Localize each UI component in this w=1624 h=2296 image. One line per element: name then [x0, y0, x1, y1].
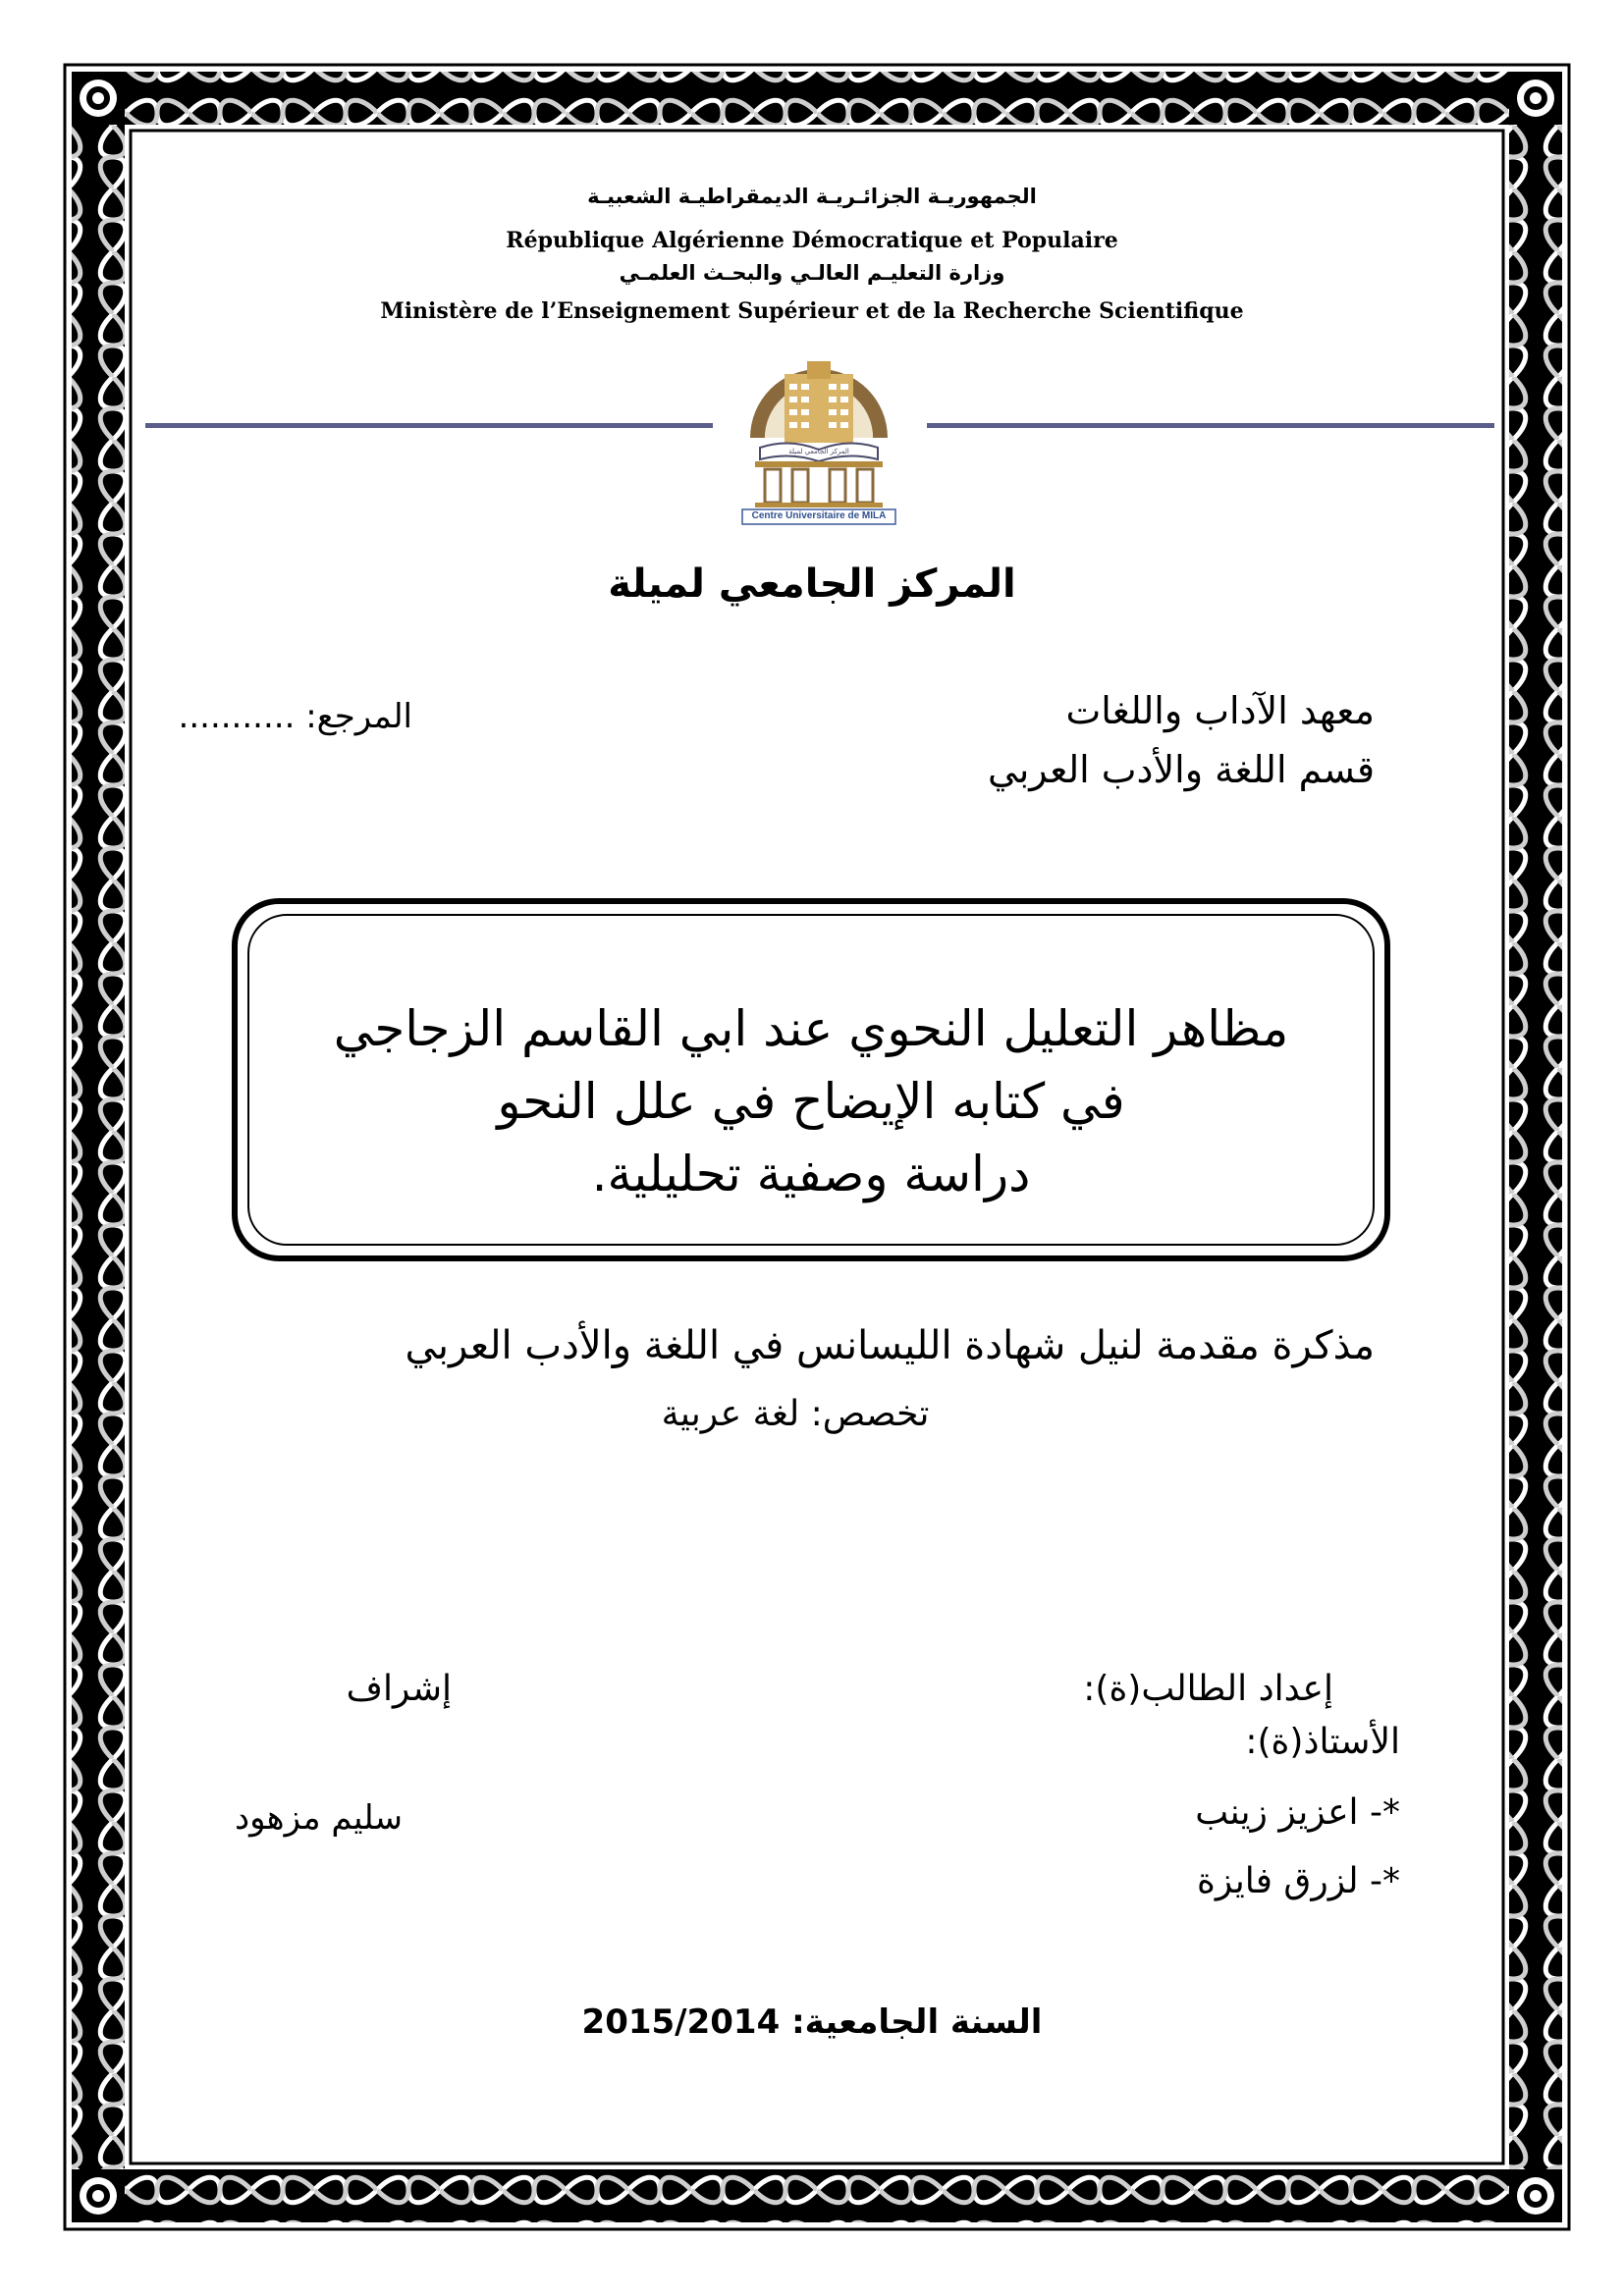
center-name: المركز الجامعي لميلة — [608, 561, 1016, 607]
republic-arabic: الجمهوريـة الجزائـريـة الديمقراطيـة الشعبيـة — [587, 185, 1037, 208]
supervision-label: إشراف — [346, 1669, 452, 1709]
student-2-name: *- لزرق فايزة — [1197, 1861, 1400, 1901]
republic-french: République Algérienne Démocratique et Populaire — [506, 228, 1118, 253]
logo-caption: Centre Universitaire de MILA — [751, 510, 887, 521]
thesis-specialty: تخصص: لغة عربية — [661, 1394, 930, 1434]
thesis-title-line-2: في كتابه الإيضاح في علل النحو — [497, 1073, 1125, 1130]
student-1-name: *- اعزيز زينب — [1195, 1792, 1400, 1833]
corner-ornament-icon — [1509, 72, 1562, 125]
corner-ornament-icon — [1509, 2169, 1562, 2222]
thesis-title-line-1: مظاهر التعليل النحوي عند ابي القاسم الزجاجي — [333, 1000, 1289, 1057]
thesis-title-box — [232, 898, 1390, 1261]
right-divider-rule — [927, 423, 1494, 428]
thesis-purpose: مذكرة مقدمة لنيل شهادة الليسانس في اللغة والأدب العربي — [405, 1323, 1375, 1368]
supervisor-name: سليم مزهود — [234, 1798, 403, 1838]
border-bottom-band — [72, 2169, 1562, 2222]
reference-field: المرجع: ........... — [178, 697, 412, 736]
border-right-band — [1509, 72, 1562, 2222]
academic-year: السنة الجامعية: 2015/2014 — [581, 2002, 1043, 2042]
university-logo — [731, 340, 907, 526]
ministry-french: Ministère de l’Enseignement Supérieur et de la Recherche Scientifique — [380, 298, 1244, 324]
border-left-band — [72, 72, 125, 2222]
border-top-band — [72, 72, 1562, 125]
thesis-title-line-3: دراسة وصفية تحليلية. — [591, 1146, 1031, 1202]
corner-ornament-icon — [72, 72, 125, 125]
corner-ornament-icon — [72, 2169, 125, 2222]
ministry-arabic: وزارة التعليـم العالـي والبحـث العلمـي — [619, 261, 1005, 285]
university-building-icon — [731, 340, 907, 526]
logo-book-text: المركز الجامعي لميلة — [788, 448, 849, 455]
department-name: قسم اللغة والأدب العربي — [988, 748, 1375, 791]
institute-name: معهد الآداب واللغات — [1065, 689, 1375, 732]
prepared-by-label: إعداد الطالب(ة): — [1083, 1669, 1333, 1709]
left-divider-rule — [145, 423, 713, 428]
professor-label: الأستاذ(ة): — [1245, 1722, 1400, 1762]
